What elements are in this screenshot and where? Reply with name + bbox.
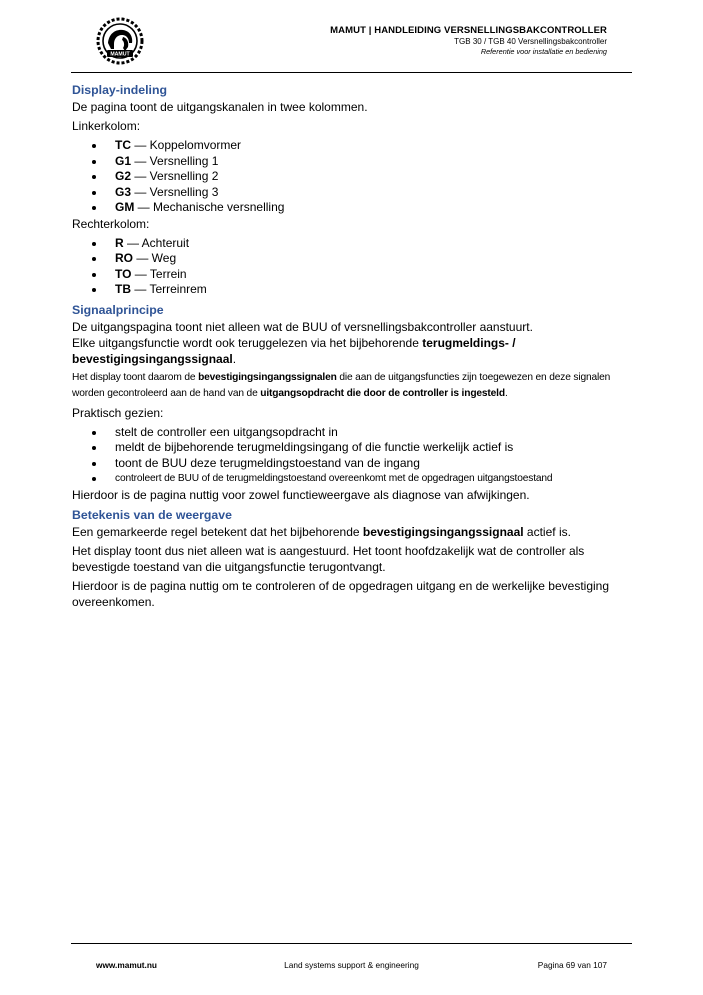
text-run: actief is. — [523, 525, 571, 539]
bullet-icon — [92, 462, 96, 466]
bullet-icon — [92, 191, 96, 195]
display-intro: De pagina toont de uitgangskanalen in twee kolommen. — [72, 100, 368, 114]
list-item — [72, 236, 637, 252]
channel-desc: — Versnelling 2 — [131, 169, 219, 183]
meaning-paragraph-2: Het display toont dus niet alleen wat is aangestuurd. Het toont hoofdzakelijk wat de controller als bevestigde toestand van die uitgangsfunctie terugontvangt. — [72, 544, 585, 574]
signal-paragraph-4: Praktisch gezien: — [72, 405, 164, 420]
list-item — [72, 282, 637, 298]
text-run: Elke uitgangsfunctie wordt ook teruggelezen via het bijbehorende — [72, 335, 423, 350]
channel-desc: — Weg — [133, 251, 177, 265]
list-item — [72, 456, 637, 472]
channel-desc: — Terreinrem — [131, 282, 207, 296]
channel-code: TC — [115, 138, 131, 152]
list-item — [72, 440, 637, 456]
channel-desc: — Mechanische versnelling — [134, 200, 285, 214]
list-item — [72, 169, 637, 185]
channel-desc: — Versnelling 1 — [131, 153, 219, 168]
list-item-text: stelt de controller een uitgangsopdracht in — [115, 424, 338, 439]
list-item-text: meldt de bijbehorende terugmeldingsingang of die functie werkelijk actief is — [115, 440, 514, 454]
meaning-paragraph-1 — [72, 524, 637, 540]
bullet-icon — [92, 160, 96, 164]
header-divider — [71, 72, 632, 73]
bullet-icon — [92, 242, 96, 246]
bullet-icon — [92, 273, 96, 277]
signal-paragraph-3 — [72, 370, 637, 402]
list-item — [72, 471, 637, 487]
list-item — [72, 251, 637, 267]
bullet-icon — [92, 477, 96, 481]
page-header — [330, 25, 607, 56]
channel-desc: — Achteruit — [123, 235, 190, 250]
text-run: . — [232, 351, 237, 366]
list-item — [72, 267, 637, 283]
footer-divider — [71, 943, 632, 944]
list-item-text: controleert de BUU of de terugmeldingstoestand overeenkomt met de opgedragen uitgangstoestand — [115, 473, 553, 484]
channel-code: TO — [115, 266, 132, 281]
section-title-meaning: Betekenis van de weergave — [72, 508, 232, 522]
svg-text:MAMUT: MAMUT — [110, 51, 130, 58]
signal-steps-list — [72, 425, 637, 488]
text-run-bold: bevestigingsingangssignaal — [362, 525, 524, 539]
list-item — [72, 154, 637, 170]
footer-tagline: Land systems support & engineering — [284, 960, 419, 970]
channel-code: TB — [115, 282, 131, 296]
meaning-paragraph-3: Hierdoor is de pagina nuttig om te controleren of de opgedragen uitgang en de werkelijke bevestiging overeenkomen. — [72, 579, 610, 609]
list-item-text: toont de BUU deze terugmeldingstoestand van de ingang — [115, 455, 420, 470]
mamut-logo — [96, 17, 144, 65]
text-run: die aan de uitgangsfuncties zijn toegewezen en deze signalen worden gecontroleerd aan de hand van de — [72, 371, 611, 399]
bullet-icon — [92, 431, 96, 435]
signal-paragraph-1: De uitgangspagina toont niet alleen wat de BUU of versnellingsbakcontroller aanstuurt. — [72, 319, 533, 334]
channel-code: GM — [115, 200, 135, 214]
text-run: . — [504, 387, 508, 399]
text-run: Een gemarkeerde regel betekent dat het bijbehorende — [72, 525, 363, 539]
section-title-signal: Signaalprincipe — [72, 302, 164, 317]
channel-desc: — Koppelomvormer — [131, 138, 242, 152]
channel-code: G3 — [115, 184, 132, 199]
bullet-icon — [92, 257, 96, 261]
left-column-list — [72, 138, 637, 216]
bullet-icon — [92, 175, 96, 179]
bullet-icon — [92, 206, 96, 210]
right-column-label: Rechterkolom: — [72, 216, 150, 231]
bullet-icon — [92, 446, 96, 450]
channel-code: R — [115, 235, 124, 250]
channel-desc: — Terrein — [131, 266, 187, 281]
left-column-label: Linkerkolom: — [72, 119, 141, 133]
list-item — [72, 185, 637, 201]
channel-code: RO — [115, 251, 133, 265]
signal-paragraph-5: Hierdoor is de pagina nuttig voor zowel functieweergave als diagnose van afwijkingen. — [72, 488, 530, 502]
channel-desc: — Versnelling 3 — [131, 184, 219, 199]
list-item — [72, 200, 637, 216]
footer-page-number: Pagina 69 van 107 — [537, 960, 607, 970]
bullet-icon — [92, 144, 96, 148]
header-title: MAMUT | HANDLEIDING VERSNELLINGSBAKCONTROLLER — [330, 25, 607, 36]
signal-paragraph-2 — [72, 335, 637, 367]
text-run-bold: terugmeldings- / bevestigingsingangssignaal — [72, 335, 516, 366]
text-run-bold: bevestigingsingangssignalen — [198, 371, 337, 383]
channel-code: G2 — [115, 169, 132, 183]
footer-website-link[interactable]: www.mamut.nu — [96, 960, 157, 970]
page-content — [72, 82, 637, 610]
header-subtitle: TGB 30 / TGB 40 Versnellingsbakcontroller — [454, 36, 607, 46]
text-run: Het display toont daarom de — [72, 371, 199, 383]
list-item — [72, 425, 637, 441]
bullet-icon — [92, 288, 96, 292]
header-note: Referentie voor installatie en bediening — [480, 46, 607, 56]
channel-code: G1 — [115, 153, 132, 168]
right-column-list — [72, 236, 637, 298]
section-title-display: Display-indeling — [72, 83, 167, 97]
list-item — [72, 138, 637, 154]
text-run-bold: uitgangsopdracht die door de controller is ingesteld — [260, 387, 505, 399]
